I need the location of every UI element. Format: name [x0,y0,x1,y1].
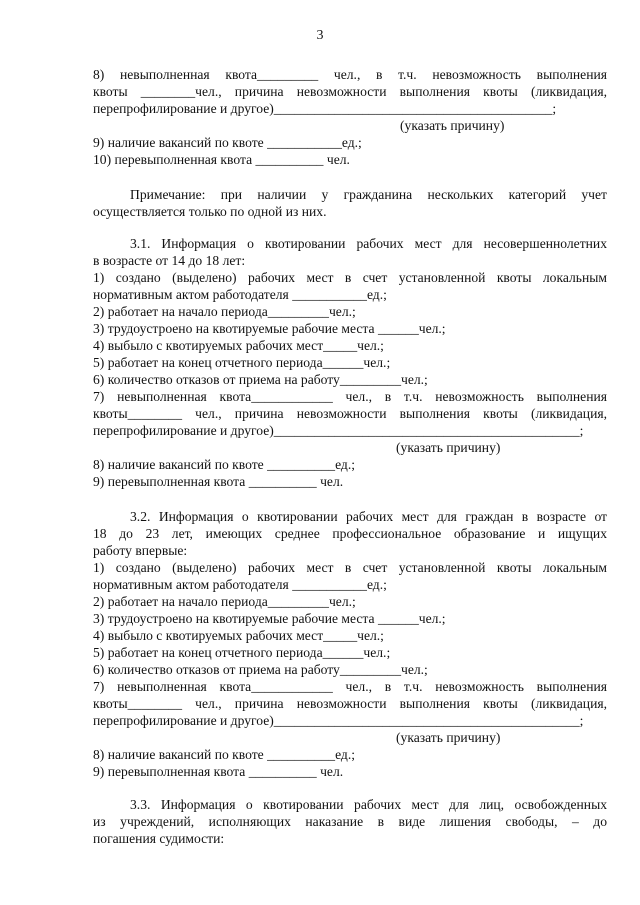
section-3-1-item-2: 2) работает на начало периода_________чел.; [93,304,356,319]
section-3-1-item-1-line-2: нормативным актом работодателя ___________ед.; [93,287,387,302]
section-3-2-item-3: 3) трудоустроено на квотируемые рабочие места ______чел.; [93,611,446,626]
section-3-1-reason-note: (указать причину) [396,440,501,455]
section-3-2-item-7-line-1: 7) невыполненная квота____________ чел., в т.ч. невозможность выполнения [93,679,607,694]
section-3-2-heading-line-3: работу впервые: [93,543,188,558]
section-3-2-item-6: 6) количество отказов от приема на работу_________чел.; [93,662,428,677]
section-3-1-heading-line-2: в возрасте от 14 до 18 лет: [93,253,246,268]
section-3-1-item-1-line-1: 1) создано (выделено) рабочих мест в счет установленной квоты локальным [93,270,607,285]
note-line-1: Примечание: при наличии у гражданина нескольких категорий учет [130,187,607,202]
section-3-1-item-3: 3) трудоустроено на квотируемые рабочие места ______чел.; [93,321,446,336]
top-item-8-line-1: 8) невыполненная квота_________ чел., в т.ч. невозможность выполнения [93,67,607,82]
section-3-1-item-5: 5) работает на конец отчетного периода______чел.; [93,355,391,370]
section-3-3-heading-line-2: из учреждений, исполняющих наказание в виде лишения свободы, – до [93,814,607,829]
section-3-3-heading-line-1: 3.3. Информация о квотировании рабочих мест для лиц, освобожденных [130,797,607,812]
section-3-1-item-9: 9) перевыполненная квота __________ чел. [93,474,344,489]
top-item-9: 9) наличие вакансий по квоте ___________ед.; [93,135,362,150]
section-3-2-reason-note: (указать причину) [396,730,501,745]
section-3-2-heading-line-2: 18 до 23 лет, имеющих среднее профессиональное образование и ищущих [93,526,607,541]
section-3-3-heading-line-3: погашения судимости: [93,831,225,846]
section-3-1-item-8: 8) наличие вакансий по квоте __________ед.; [93,457,356,472]
section-3-1-item-7-line-1: 7) невыполненная квота____________ чел., в т.ч. невозможность выполнения [93,389,607,404]
section-3-2-item-1-line-1: 1) создано (выделено) рабочих мест в счет установленной квоты локальным [93,560,607,575]
section-3-2-heading-line-1: 3.2. Информация о квотировании рабочих мест для граждан в возрасте от [130,509,607,524]
section-3-2-item-7-line-2: квоты________ чел., причина невозможности выполнения квоты (ликвидация, [93,696,607,711]
top-item-10: 10) перевыполненная квота __________ чел. [93,152,350,167]
section-3-1-item-7-line-3: перепрофилирование и другое)_____________________________________________; [93,423,584,438]
section-3-1-item-7-line-2: квоты________ чел., причина невозможности выполнения квоты (ликвидация, [93,406,607,421]
section-3-2-item-2: 2) работает на начало периода_________чел.; [93,594,356,609]
section-3-2-item-7-line-3: перепрофилирование и другое)_____________________________________________; [93,713,584,728]
section-3-2-item-9: 9) перевыполненная квота __________ чел. [93,764,344,779]
section-3-1-item-6: 6) количество отказов от приема на работу_________чел.; [93,372,428,387]
section-3-2-item-1-line-2: нормативным актом работодателя ___________ед.; [93,577,387,592]
section-3-2-item-4: 4) выбыло с квотируемых рабочих мест_____чел.; [93,628,384,643]
top-item-8-line-2: квоты ________чел., причина невозможности выполнения квоты (ликвидация, [93,84,607,99]
section-3-2-item-5: 5) работает на конец отчетного периода______чел.; [93,645,391,660]
top-item-8-reason-note: (указать причину) [400,118,505,133]
note-line-2: осуществляется только по одной из них. [93,204,327,219]
top-item-8-line-3: перепрофилирование и другое)_________________________________________; [93,101,557,116]
section-3-2-item-8: 8) наличие вакансий по квоте __________ед.; [93,747,356,762]
section-3-1-heading-line-1: 3.1. Информация о квотировании рабочих мест для несовершеннолетних [130,236,607,251]
page-number: 3 [316,28,324,43]
section-3-1-item-4: 4) выбыло с квотируемых рабочих мест_____чел.; [93,338,384,353]
